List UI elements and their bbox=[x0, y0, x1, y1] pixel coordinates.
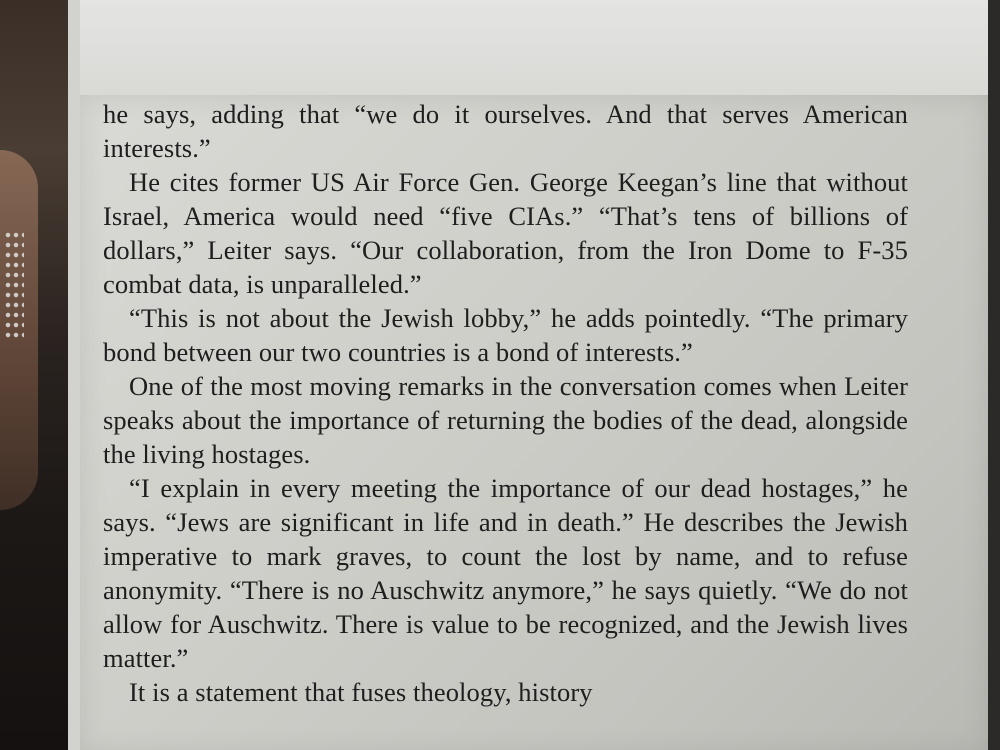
page-edge-shadow bbox=[988, 0, 1000, 750]
page-gutter bbox=[68, 0, 80, 750]
background-top bbox=[0, 0, 1000, 100]
photo-necklace bbox=[4, 230, 24, 340]
paragraph-1: he says, adding that “we do it ourselves. And that serves American interests.” bbox=[103, 99, 908, 163]
article-body bbox=[103, 97, 908, 709]
paragraph-6: It is a statement that fuses theology, history bbox=[129, 677, 593, 707]
paragraph-4: One of the most moving remarks in the conversation comes when Leiter speaks about the importance of returning the bodies of the dead, alongside the living hostages. bbox=[103, 371, 908, 469]
paragraph-2: He cites former US Air Force Gen. George Keegan’s line that without Israel, America would need “five CIAs.” “That’s tens of billions of dollars,” Leiter says. “Our collaboration, from the Iron Dome to F-35 combat data, is unparalleled.” bbox=[103, 167, 908, 299]
paragraph-3: “This is not about the Jewish lobby,” he adds pointedly. “The primary bond between our two countries is a bond of interests.” bbox=[103, 303, 908, 367]
paragraph-5: “I explain in every meeting the importance of our dead hostages,” he says. “Jews are significant in life and in death.” He describes the Jewish imperative to mark graves, to count the lost by name, and to refuse anonymity. “There is no Auschwitz anymore,” he says quietly. “We do not allow for Auschwitz. There is value to be recognized, and the Jewish lives matter.” bbox=[103, 473, 908, 673]
adjacent-photo bbox=[0, 0, 68, 750]
